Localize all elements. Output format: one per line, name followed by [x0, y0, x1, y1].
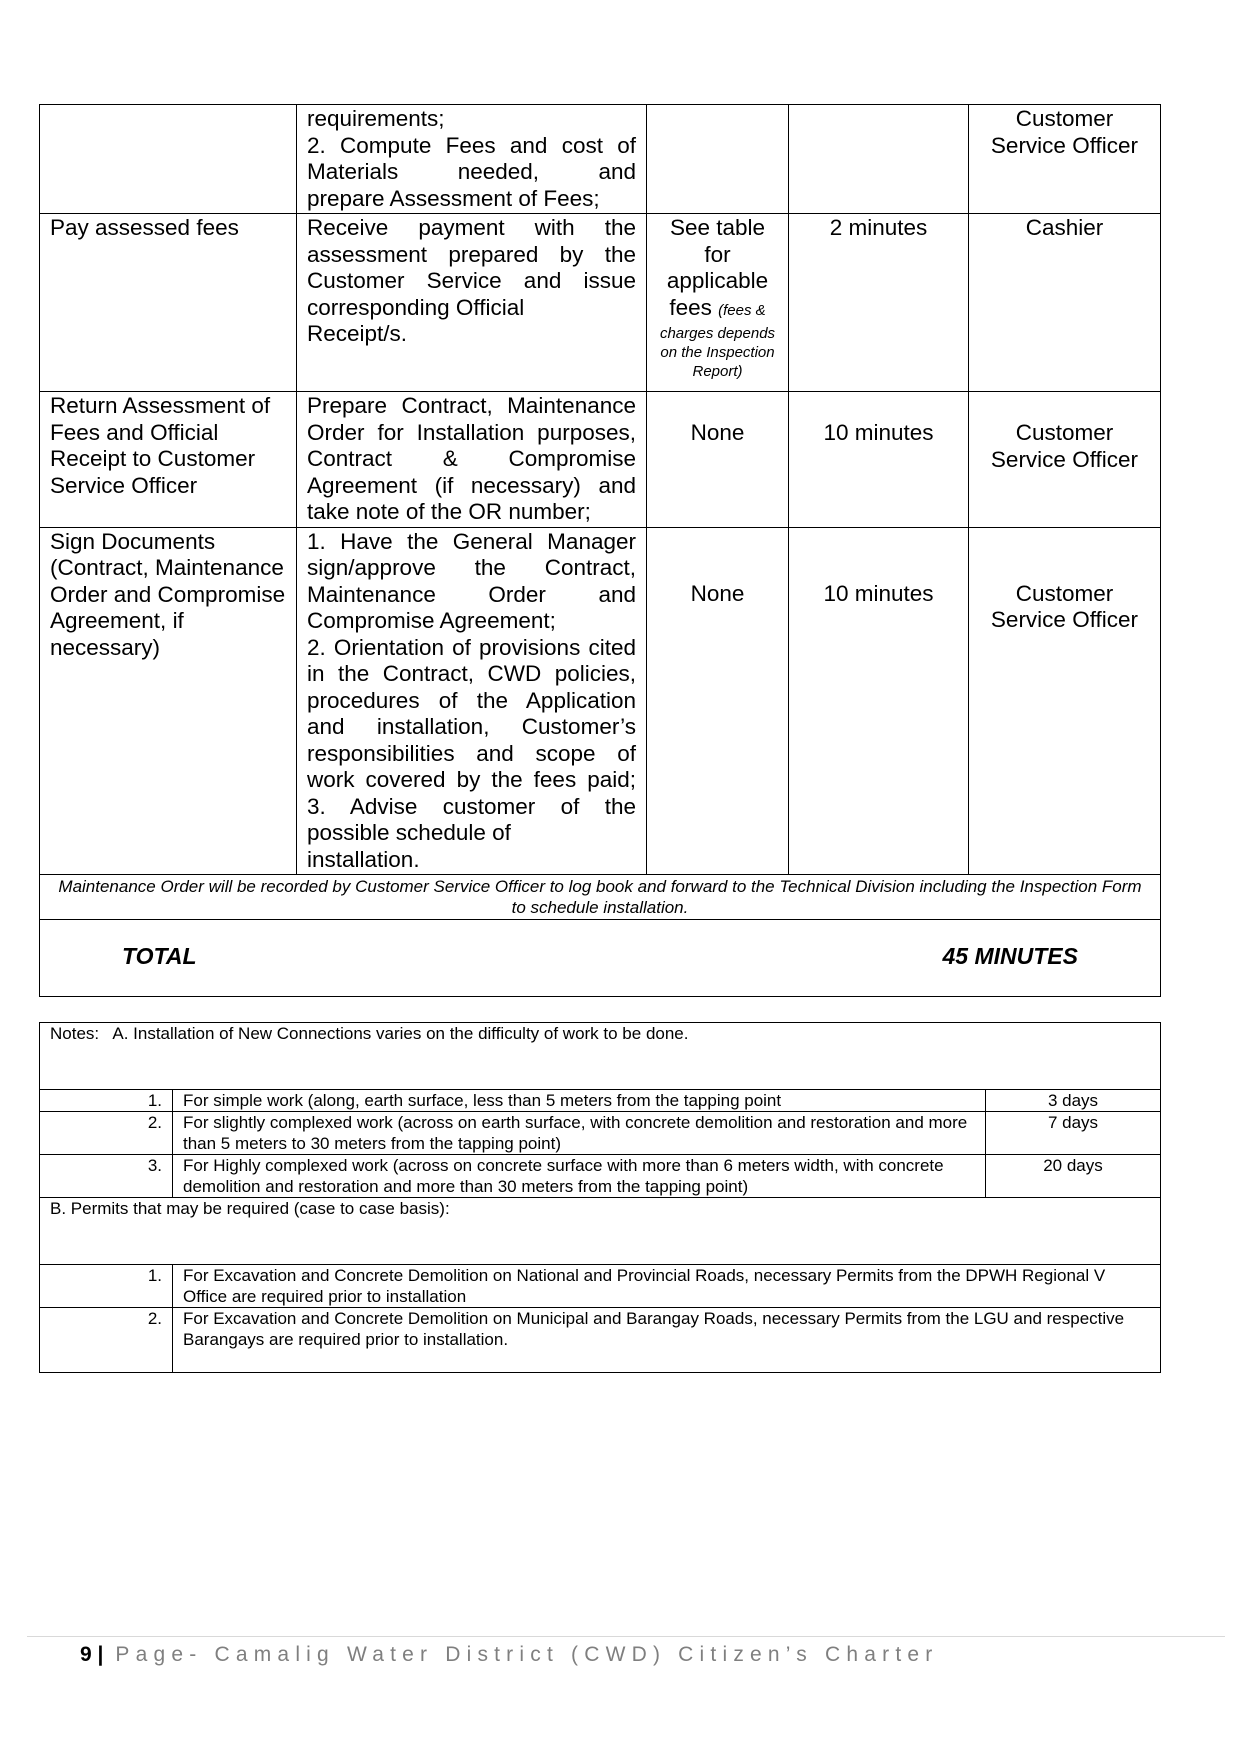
person-responsible: Customer Service Officer — [990, 580, 1139, 632]
fees-cell — [647, 527, 789, 875]
client-step: Pay assessed fees — [50, 215, 239, 240]
total-cell — [40, 920, 1161, 997]
person-responsible-cell — [969, 105, 1161, 214]
action-line: sign/approve the Contract, — [307, 555, 636, 580]
action-line: corresponding Official — [307, 294, 525, 320]
fees-value: None — [690, 420, 745, 445]
agency-action-cell — [297, 527, 647, 875]
fees-note-inline: (fees & — [718, 301, 766, 319]
table-row — [40, 1265, 1161, 1308]
notes-table — [39, 1022, 1161, 1373]
processing-time: 10 minutes — [823, 420, 934, 445]
item-days: 7 days — [986, 1112, 1161, 1155]
permit-number: 2. — [40, 1308, 173, 1373]
action-line: Customer Service and issue — [307, 268, 636, 293]
action-line: responsibilities and scope of — [307, 740, 636, 766]
process-note: Maintenance Order will be recorded by Customer Service Officer to log book and forward to the Technical Division including the Inspection Form to schedule installation. — [40, 875, 1161, 920]
footer-text: Page- Camalig Water District (CWD) Citizen’s Charter — [103, 1643, 939, 1666]
time-cell — [789, 527, 969, 875]
action-line: procedures of the Application — [307, 687, 636, 713]
item-days: 20 days — [986, 1155, 1161, 1198]
item-days: 3 days — [986, 1090, 1161, 1112]
fees-value: None — [690, 580, 745, 606]
client-step: Return Assessment of Fees and Official Receipt to Customer Service Officer — [50, 393, 271, 498]
person-responsible: Customer Service Officer — [990, 420, 1139, 472]
table-row — [40, 214, 1161, 392]
action-line: possible schedule of — [307, 820, 511, 845]
action-line: take note of the OR number; — [307, 499, 591, 524]
notes-heading: Notes: A. Installation of New Connections varies on the difficulty of work to be done. — [40, 1023, 1161, 1090]
footer-divider — [27, 1636, 1225, 1637]
action-line: Receipt/s. — [307, 321, 408, 346]
processing-time: 10 minutes — [823, 580, 934, 606]
time-cell — [789, 105, 969, 214]
item-text: For simple work (along, earth surface, less than 5 meters from the tapping point — [173, 1090, 986, 1112]
table-row — [40, 1155, 1161, 1198]
action-line: requirements; — [307, 106, 445, 131]
action-line: Order for Installation purposes, — [307, 419, 636, 445]
person-responsible: Cashier — [1025, 215, 1104, 240]
client-step-cell — [40, 105, 297, 214]
fees-note: charges depends on the Inspection Report) — [659, 325, 776, 380]
table-row — [40, 1198, 1161, 1265]
total-label: TOTAL — [122, 943, 197, 969]
client-step: Sign Documents (Contract, Maintenance Order and Compromise Agreement, if necessary) — [50, 528, 286, 660]
action-line: 2. Compute Fees and cost of — [307, 132, 636, 158]
action-line: Materials needed, and — [307, 159, 636, 184]
person-responsible-cell — [969, 392, 1161, 528]
item-text: For Highly complexed work (across on concrete surface with more than 6 meters width, with concrete demolition and restoration and more than 30 meters from the tapping point) — [173, 1155, 986, 1198]
client-step-cell — [40, 392, 297, 528]
permit-text: For Excavation and Concrete Demolition on National and Provincial Roads, necessary Permits from the DPWH Regional V Office are required prior to installation — [173, 1265, 1161, 1308]
agency-action-cell — [297, 392, 647, 528]
processing-time: 2 minutes — [829, 215, 928, 240]
agency-action-cell — [297, 105, 647, 214]
table-row — [40, 1090, 1161, 1112]
total-value: 45 MINUTES — [942, 943, 1078, 969]
action-line: installation. — [307, 846, 420, 872]
table-row — [40, 920, 1161, 997]
table-row — [40, 875, 1161, 920]
permits-heading: B. Permits that may be required (case to case basis): — [40, 1198, 1161, 1265]
action-line: 3. Advise customer of the — [307, 793, 636, 819]
time-cell — [789, 392, 969, 528]
item-text: For slightly complexed work (across on earth surface, with concrete demolition and restoration and more than 5 meters to 30 meters from the tapping point) — [173, 1112, 986, 1155]
person-responsible: Customer Service Officer — [990, 106, 1139, 158]
action-line: work covered by the fees paid; — [307, 767, 636, 792]
action-line: Prepare Contract, Maintenance — [307, 393, 636, 418]
item-number: 3. — [40, 1155, 173, 1198]
client-step-cell — [40, 527, 297, 875]
fees-cell — [647, 105, 789, 214]
process-table — [39, 104, 1161, 997]
action-line: Receive payment with the — [307, 215, 636, 240]
table-row — [40, 392, 1161, 528]
action-line: Agreement (if necessary) and — [307, 472, 636, 498]
table-row — [40, 527, 1161, 875]
time-cell — [789, 214, 969, 392]
fees-cell — [647, 214, 789, 392]
action-line: in the Contract, CWD policies, — [307, 661, 636, 686]
fees-cell — [647, 392, 789, 528]
permit-number: 1. — [40, 1265, 173, 1308]
agency-action-cell — [297, 214, 647, 392]
action-line: assessment prepared by the — [307, 241, 636, 267]
fees-value: See table for applicable fees — [666, 215, 769, 320]
action-line: 2. Orientation of provisions cited — [307, 634, 636, 660]
client-step-cell — [40, 214, 297, 392]
action-line: and installation, Customer’s — [307, 714, 636, 739]
item-number: 2. — [40, 1112, 173, 1155]
person-responsible-cell — [969, 214, 1161, 392]
action-line: prepare Assessment of Fees; — [307, 185, 600, 211]
action-line: 1. Have the General Manager — [307, 528, 636, 554]
permit-text: For Excavation and Concrete Demolition on Municipal and Barangay Roads, necessary Permits from the LGU and respective Barangays are required prior to installation. — [173, 1308, 1161, 1373]
table-row — [40, 1112, 1161, 1155]
page-number: 9 | — [80, 1643, 104, 1666]
action-line: Maintenance Order and — [307, 581, 636, 607]
person-responsible-cell — [969, 527, 1161, 875]
table-row — [40, 1308, 1161, 1373]
table-row — [40, 105, 1161, 214]
action-line: Compromise Agreement; — [307, 608, 556, 633]
table-row — [40, 1023, 1161, 1090]
action-line: Contract & Compromise — [307, 446, 636, 471]
item-number: 1. — [40, 1090, 173, 1112]
page-footer — [80, 1643, 938, 1667]
